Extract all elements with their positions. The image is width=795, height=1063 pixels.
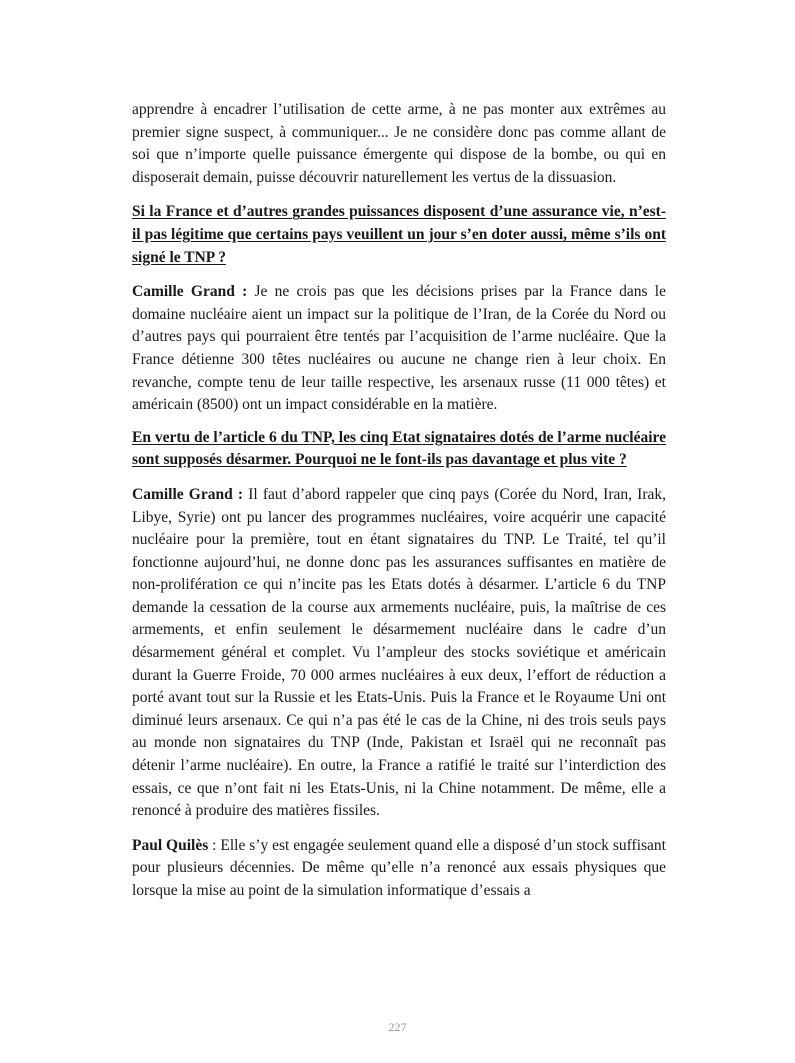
answer-camille-grand-2: [132, 484, 666, 823]
page-number: 227: [388, 1020, 407, 1034]
question-assurance-vie: Si la France et d’autres grandes puissances disposent d’une assurance vie, n’est-il pas légitime que certains pays veuillent un jour s’en doter aussi, même s’ils ont signé le TNP ?: [132, 203, 666, 266]
answer-camille-grand-1: [132, 281, 666, 417]
question-article-6: En vertu de l’article 6 du TNP, les cinq Etat signataires dotés de l’arme nucléaire sont supposés désarmer. Pourquoi ne le font-ils pas davantage et plus vite ?: [132, 428, 666, 469]
document-page: [132, 99, 666, 903]
answer-text: Je ne crois pas que les décisions prises par la France dans le domaine nucléaire aient un impact sur la politique de l’Iran, de la Corée du Nord ou d’autres pays qui pourraient être tentés par l’acquisition de l’arme nucléaire. Que la France détienne 300 têtes nucléaires ou aucune ne change rien à leur choix. En revanche, compte tenu de leur taille respective, les arsenaux russe (11 000 têtes) et américain (8500) ont un impact considérable en la matière.: [132, 283, 666, 414]
speaker-name: Camille Grand :: [132, 485, 244, 503]
answer-paul-quiles: [132, 835, 666, 903]
paragraph-intro: apprendre à encadrer l’utilisation de cette arme, à ne pas monter aux extrêmes au premier signe suspect, à communiquer... Je ne considère donc pas comme allant de soi que n’importe quelle puissance émergente qui dispose de la bombe, ou qui en disposerait demain, puisse découvrir naturellement les vertus de la dissuasion.: [132, 101, 666, 186]
speaker-name: Camille Grand :: [132, 283, 248, 301]
answer-text: : Elle s’y est engagée seulement quand elle a disposé d’un stock suffisant pour plusieurs décennies. De même qu’elle n’a renoncé aux essais physiques que lorsque la mise au point de la simulation informatique d’essais a: [132, 836, 666, 899]
speaker-name: Paul Quilès: [132, 836, 209, 854]
answer-text: Il faut d’abord rappeler que cinq pays (Corée du Nord, Iran, Irak, Libye, Syrie) ont pu lancer des programmes nucléaires, voire acquérir une capacité nucléaire pour la première, tout en étant signataires du TNP. Le Traité, tel qu’il fonctionne aujourd’hui, ne donne donc pas les assurances suffisantes en matière de non-prolifération ce qui n’incite pas les Etats dotés à désarmer. L’article 6 du TNP demande la cessation de la course aux armements nucléaire, puis, la maîtrise de ces armements, et enfin seulement le désarmement nucléaire dans le cadre d’un désarmement général et complet. Vu l’ampleur des stocks soviétique et américain durant la Guerre Froide, 70 000 armes nucléaires à eux deux, l’effort de réduction a porté avant tout sur la Russie et les Etats-Unis. Puis la France et le Royaume Uni ont diminué leurs arsenaux. Ce qui n’a pas été le cas de la Chine, ni des trois seuls pays au monde non signataires du TNP (Inde, Pakistan et Israël qui ne reconnaît pas détenir l’arme nucléaire). En outre, la France a ratifié le traité sur l’interdiction des essais, ce que n’ont fait ni les Etats-Unis, ni la Chine notamment. De même, elle a renoncé à produire des matières fissiles.: [132, 485, 666, 820]
